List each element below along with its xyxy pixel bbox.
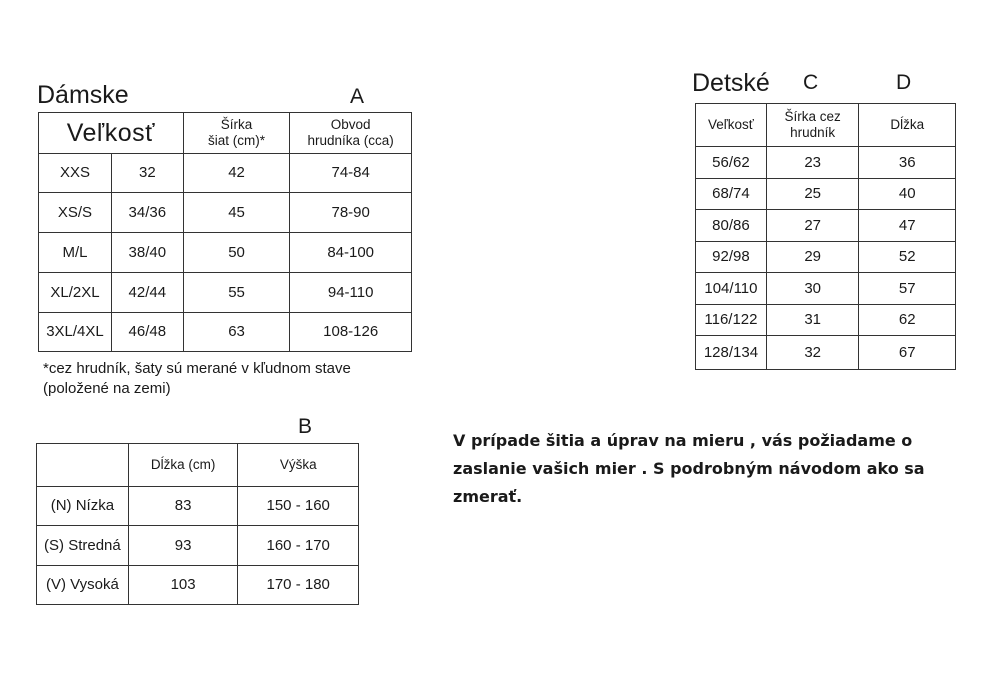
height-cell: 170 - 180 xyxy=(238,566,359,605)
detske-letter-d: D xyxy=(896,71,912,94)
b-table-letter: B xyxy=(298,415,313,438)
table-row xyxy=(696,242,956,273)
custom-tailoring-note xyxy=(453,427,933,511)
length-header: Dĺžka (cm) xyxy=(128,444,238,487)
size-cell: 92/98 xyxy=(696,242,767,273)
table-row xyxy=(696,210,956,242)
width-cell: 55 xyxy=(183,273,290,313)
length-cell: 52 xyxy=(859,242,956,273)
width-cell: 23 xyxy=(766,147,859,179)
width-cell: 31 xyxy=(766,305,859,336)
chest-cell: 108-126 xyxy=(290,313,412,352)
table-row xyxy=(696,336,956,370)
height-cell: 150 - 160 xyxy=(238,487,359,526)
width-cell: 50 xyxy=(183,233,290,273)
detske-title: Detské xyxy=(692,69,770,97)
footnote-line1: *cez hrudník, šaty sú merané v kľudnom stave xyxy=(43,360,351,377)
table-row xyxy=(39,233,412,273)
height-length-table xyxy=(36,443,359,605)
blank-header xyxy=(37,444,129,487)
size-header: Veľkosť xyxy=(696,104,767,147)
width-cell: 25 xyxy=(766,179,859,210)
length-cell: 93 xyxy=(128,526,238,566)
width-header xyxy=(183,113,290,154)
length-cell: 47 xyxy=(859,210,956,242)
table-row xyxy=(39,154,412,193)
width-header-line1: Šírka xyxy=(220,117,253,133)
chest-header-line1: Obvod xyxy=(330,117,371,133)
width-cell: 30 xyxy=(766,273,859,305)
table-header-row xyxy=(39,113,412,154)
table-row xyxy=(37,526,359,566)
width-header xyxy=(766,104,859,147)
variant-cell: (N) Nízka xyxy=(37,487,129,526)
eu-size-cell: 32 xyxy=(111,154,183,193)
length-cell: 40 xyxy=(859,179,956,210)
damske-letter-a: A xyxy=(350,85,365,108)
length-cell: 36 xyxy=(859,147,956,179)
chest-cell: 84-100 xyxy=(290,233,412,273)
eu-size-cell: 34/36 xyxy=(111,193,183,233)
footnote-line2: (položené na zemi) xyxy=(43,380,171,397)
variant-cell: (V) Vysoká xyxy=(37,566,129,605)
table-row xyxy=(39,273,412,313)
damske-footnote xyxy=(43,359,351,399)
table-row xyxy=(37,487,359,526)
length-cell: 62 xyxy=(859,305,956,336)
width-cell: 42 xyxy=(183,154,290,193)
custom-note-line2: zaslanie vašich mier . S podrobným návodom ako sa xyxy=(453,459,925,478)
eu-size-cell: 42/44 xyxy=(111,273,183,313)
width-header-line2: šiat (cm)* xyxy=(208,133,266,148)
damske-size-table xyxy=(38,112,412,352)
table-header-row xyxy=(37,444,359,487)
length-cell: 67 xyxy=(859,336,956,370)
table-header-row xyxy=(696,104,956,147)
custom-note-line1: V prípade šitia a úprav na mieru , vás požiadame o xyxy=(453,431,913,450)
damske-title: Dámske xyxy=(37,81,129,109)
length-cell: 57 xyxy=(859,273,956,305)
height-cell: 160 - 170 xyxy=(238,526,359,566)
chest-header-line2: hrudníka (cca) xyxy=(307,133,394,148)
length-cell: 83 xyxy=(128,487,238,526)
width-cell: 45 xyxy=(183,193,290,233)
size-cell: 104/110 xyxy=(696,273,767,305)
size-cell: XL/2XL xyxy=(39,273,112,313)
table-row xyxy=(696,305,956,336)
size-cell: XS/S xyxy=(39,193,112,233)
chest-cell: 78-90 xyxy=(290,193,412,233)
table-row xyxy=(37,566,359,605)
detske-size-table xyxy=(695,103,956,370)
width-header-line1: Šírka cez xyxy=(784,109,841,125)
size-cell: XXS xyxy=(39,154,112,193)
size-cell: 56/62 xyxy=(696,147,767,179)
width-cell: 29 xyxy=(766,242,859,273)
width-cell: 27 xyxy=(766,210,859,242)
table-row xyxy=(696,147,956,179)
table-row xyxy=(39,193,412,233)
table-row xyxy=(696,179,956,210)
length-header: Dĺžka xyxy=(859,104,956,147)
length-cell: 103 xyxy=(128,566,238,605)
custom-note-line3: zmerať. xyxy=(453,487,523,506)
detske-letter-c: C xyxy=(803,71,819,94)
size-cell: 128/134 xyxy=(696,336,767,370)
chest-header xyxy=(290,113,412,154)
chest-cell: 74-84 xyxy=(290,154,412,193)
width-header-line2: hrudník xyxy=(790,125,836,140)
width-cell: 32 xyxy=(766,336,859,370)
eu-size-cell: 38/40 xyxy=(111,233,183,273)
table-row xyxy=(696,273,956,305)
size-cell: M/L xyxy=(39,233,112,273)
width-cell: 63 xyxy=(183,313,290,352)
variant-cell: (S) Stredná xyxy=(37,526,129,566)
size-cell: 116/122 xyxy=(696,305,767,336)
size-header: Veľkosť xyxy=(39,113,184,154)
size-cell: 80/86 xyxy=(696,210,767,242)
chest-cell: 94-110 xyxy=(290,273,412,313)
size-cell: 68/74 xyxy=(696,179,767,210)
eu-size-cell: 46/48 xyxy=(111,313,183,352)
size-cell: 3XL/4XL xyxy=(39,313,112,352)
height-header: Výška xyxy=(238,444,359,487)
table-row xyxy=(39,313,412,352)
